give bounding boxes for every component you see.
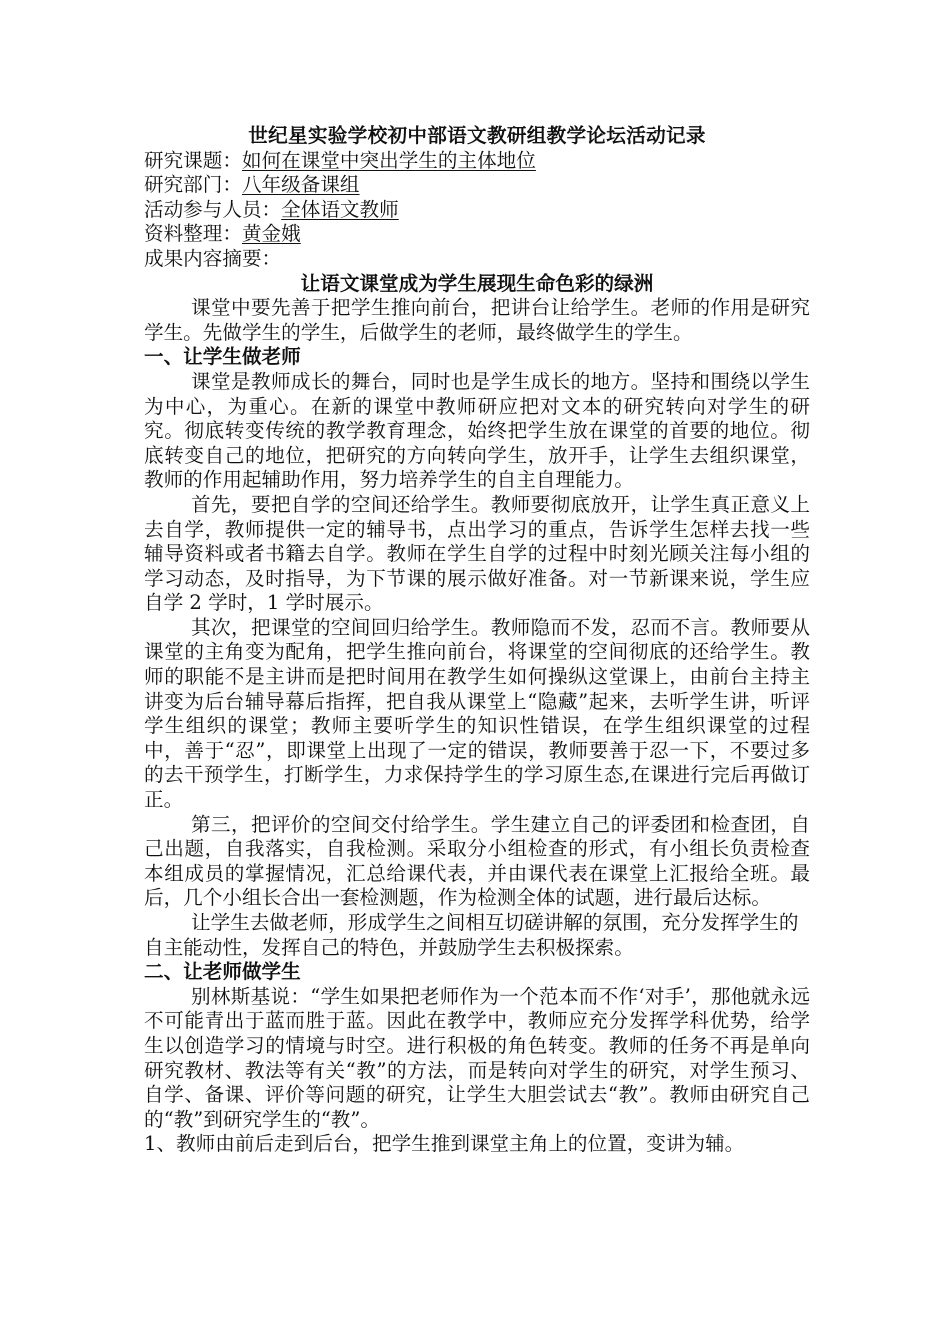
section-heading-2: 二、让老师做学生 bbox=[144, 960, 301, 984]
document-title: 世纪星实验学校初中部语文教研组教学论坛活动记录 bbox=[248, 124, 706, 147]
meta-label: 资料整理： bbox=[144, 222, 242, 246]
section2-paragraph: 别林斯基说：“学生如果把老师作为一个范本而不作‘对手’，那他就永远不可能青出于蓝而胜于蓝。因此在教学中，教师应充分发挥学科优势，给学生以创造学习的情境与时空。进行积极的角色转变。教师的任务不再是单向研究教材、教法等有关“教”的方法，而是转向对学生的研究，对学生预习、自学、备课、评价等问题的研究，让学生大胆尝试去“教”。教师由研究自己的“教”到研究学生的“教”。 bbox=[144, 984, 810, 1131]
meta-value: 八年级备课组 bbox=[241, 173, 360, 197]
meta-value: 如何在课堂中突出学生的主体地位 bbox=[241, 148, 536, 172]
section1-paragraph: 第三，把评价的空间交付给学生。学生建立自己的评委团和检查团，自己出题，自我落实，自我检测。采取分小组检查的形式，有小组长负责检查本组成员的掌握情况，汇总给课代表，并由课代表在课堂上汇报给全班。最后，几个小组长合出一套检测题，作为检测全体的试题，进行最后达标。 bbox=[144, 812, 810, 910]
meta-value: 黄金娥 bbox=[241, 222, 301, 246]
article-subtitle: 让语文课堂成为学生展现生命色彩的绿洲 bbox=[300, 271, 654, 295]
meta-value: 全体语文教师 bbox=[281, 197, 399, 221]
section2-list-item: 1、教师由前后走到后台，把学生推到课堂主角上的位置，变讲为辅。 bbox=[144, 1132, 745, 1156]
section1-paragraph: 课堂是教师成长的舞台，同时也是学生成长的地方。坚持和围绕以学生为中心，为重心。在新的课堂中教师研应把对文本的研究转向对学生的研究。彻底转变传统的教学教育理念，始终把学生放在课堂的首要的地位。彻底转变自己的地位，把研究的方向转向学生，放开手，让学生去组织课堂，教师的作用起辅助作用，努力培养学生的自主自理能力。 bbox=[144, 369, 810, 492]
meta-research-topic bbox=[144, 149, 810, 174]
meta-label: 研究课题： bbox=[144, 148, 242, 172]
section-heading-1: 一、让学生做老师 bbox=[144, 345, 301, 369]
section1-paragraph: 首先，要把自学的空间还给学生。教师要彻底放开，让学生真正意义上去自学，教师提供一定的辅导书，点出学习的重点，告诉学生怎样去找一些辅导资料或者书籍去自学。教师在学生自学的过程中时刻光顾关注每小组的学习动态，及时指导，为下节课的展示做好准备。对一节新课来说，学生应自学 2 学时，1 学时展示。 bbox=[144, 492, 810, 615]
section1-paragraph: 其次，把课堂的空间回归给学生。教师隐而不发，忍而不言。教师要从课堂的主角变为配角，把学生推向前台，将课堂的空间彻底的还给学生。教师的职能不是主讲而是把时间用在教学生如何操纵这堂课上，由前台主持主讲变为后台辅导幕后指挥，把自我从课堂上“隐藏”起来，去听学生讲，听评学生组织的课堂；教师主要听学生的知识性错误，在学生组织课堂的过程中，善于“忍”，即课堂上出现了一定的错误，教师要善于忍一下，不要过多的去干预学生，打断学生，力求保持学生的学习原生态,在课进行完后再做订正。 bbox=[144, 615, 810, 812]
intro-paragraph: 课堂中要先善于把学生推向前台，把讲台让给学生。老师的作用是研究学生。先做学生的学生，后做学生的老师，最终做学生的学生。 bbox=[144, 296, 810, 344]
document-page bbox=[144, 124, 810, 1157]
meta-compiler bbox=[144, 222, 810, 247]
meta-label: 研究部门： bbox=[144, 173, 242, 197]
meta-label: 活动参与人员： bbox=[144, 197, 282, 221]
meta-research-dept bbox=[144, 173, 810, 198]
meta-participants bbox=[144, 198, 810, 223]
section1-paragraph: 让学生去做老师，形成学生之间相互切磋讲解的氛围，充分发挥学生的自主能动性，发挥自己的特色，并鼓励学生去积极探索。 bbox=[144, 911, 799, 959]
summary-label: 成果内容摘要： bbox=[144, 246, 282, 270]
